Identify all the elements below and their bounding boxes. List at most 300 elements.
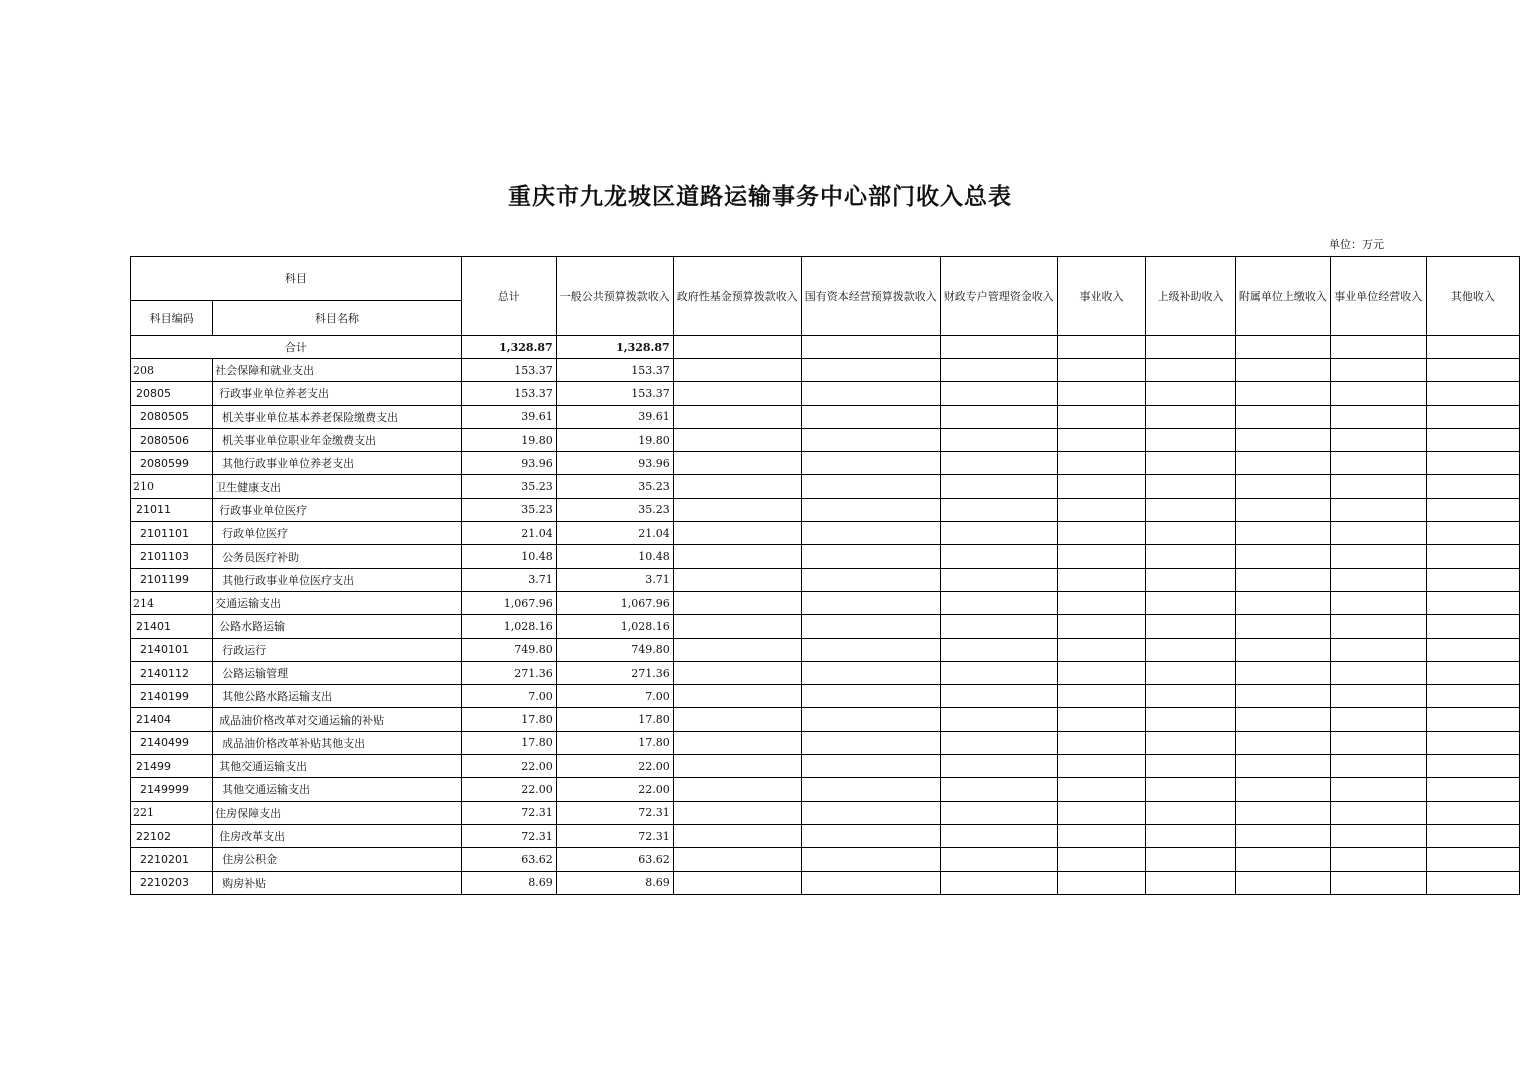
empty-cell <box>1057 591 1146 614</box>
table-row <box>131 708 1520 731</box>
empty-cell <box>940 545 1057 568</box>
empty-cell <box>801 475 940 498</box>
empty-cell <box>1235 591 1330 614</box>
empty-cell <box>1330 591 1426 614</box>
empty-cell <box>1330 568 1426 591</box>
row-code: 2080506 <box>131 428 213 451</box>
empty-cell <box>1057 475 1146 498</box>
table-row <box>131 778 1520 801</box>
empty-cell <box>801 871 940 894</box>
row-general-budget: 7.00 <box>556 685 673 708</box>
empty-cell <box>1057 801 1146 824</box>
empty-cell <box>1426 824 1519 847</box>
empty-cell <box>1426 638 1519 661</box>
empty-cell <box>1057 568 1146 591</box>
row-total: 63.62 <box>461 848 556 871</box>
row-general-budget: 153.37 <box>556 382 673 405</box>
total-row <box>131 336 1520 359</box>
row-general-budget: 8.69 <box>556 871 673 894</box>
row-code: 2080599 <box>131 452 213 475</box>
empty-cell <box>940 638 1057 661</box>
row-total: 153.37 <box>461 359 556 382</box>
empty-cell <box>1057 405 1146 428</box>
table-row <box>131 638 1520 661</box>
row-general-budget: 749.80 <box>556 638 673 661</box>
empty-cell <box>940 475 1057 498</box>
empty-cell <box>801 638 940 661</box>
empty-cell <box>1146 452 1236 475</box>
empty-cell <box>1330 405 1426 428</box>
row-code: 2210203 <box>131 871 213 894</box>
table-row <box>131 824 1520 847</box>
empty-cell <box>940 755 1057 778</box>
row-total: 153.37 <box>461 382 556 405</box>
header-name: 科目名称 <box>213 301 462 336</box>
empty-cell <box>801 405 940 428</box>
empty-cell <box>673 359 801 382</box>
empty-cell <box>1235 731 1330 754</box>
row-general-budget: 10.48 <box>556 545 673 568</box>
empty-cell <box>1146 545 1236 568</box>
empty-cell <box>1235 498 1330 521</box>
row-total: 21.04 <box>461 522 556 545</box>
row-general-budget: 63.62 <box>556 848 673 871</box>
row-code: 208 <box>131 359 213 382</box>
empty-cell <box>1235 871 1330 894</box>
row-total: 17.80 <box>461 708 556 731</box>
row-code: 2101101 <box>131 522 213 545</box>
header-other-income: 其他收入 <box>1426 257 1519 336</box>
table-row <box>131 871 1520 894</box>
table-row <box>131 591 1520 614</box>
total-sum: 1,328.87 <box>461 336 556 359</box>
empty-cell <box>1426 685 1519 708</box>
row-general-budget: 72.31 <box>556 801 673 824</box>
row-total: 35.23 <box>461 475 556 498</box>
header-group: 科目 <box>131 257 462 301</box>
empty-cell <box>801 755 940 778</box>
row-code: 2149999 <box>131 778 213 801</box>
empty-cell <box>1235 428 1330 451</box>
empty-cell <box>801 824 940 847</box>
empty-cell <box>1235 661 1330 684</box>
table-row <box>131 545 1520 568</box>
empty-cell <box>1146 848 1236 871</box>
empty-cell <box>940 405 1057 428</box>
empty-cell <box>1146 638 1236 661</box>
empty-cell <box>1146 778 1236 801</box>
empty-cell <box>1426 545 1519 568</box>
row-name: 其他交通运输支出 <box>213 755 462 778</box>
row-general-budget: 3.71 <box>556 568 673 591</box>
row-code: 21011 <box>131 498 213 521</box>
empty-cell <box>673 848 801 871</box>
empty-cell <box>1235 359 1330 382</box>
row-total: 8.69 <box>461 871 556 894</box>
empty-cell <box>1426 708 1519 731</box>
row-code: 2140101 <box>131 638 213 661</box>
empty-cell <box>1330 359 1426 382</box>
row-name: 行政事业单位医疗 <box>213 498 462 521</box>
empty-cell <box>1057 824 1146 847</box>
row-code: 210 <box>131 475 213 498</box>
empty-cell <box>1057 615 1146 638</box>
total-general-budget: 1,328.87 <box>556 336 673 359</box>
empty-cell <box>1057 452 1146 475</box>
table-row <box>131 359 1520 382</box>
row-total: 72.31 <box>461 801 556 824</box>
header-general-budget: 一般公共预算拨款收入 <box>556 257 673 336</box>
row-code: 2140112 <box>131 661 213 684</box>
empty-cell <box>673 382 801 405</box>
empty-cell <box>673 871 801 894</box>
empty-cell <box>673 428 801 451</box>
empty-cell <box>1330 522 1426 545</box>
empty-cell <box>1057 755 1146 778</box>
row-general-budget: 19.80 <box>556 428 673 451</box>
empty-cell <box>1057 522 1146 545</box>
row-total: 7.00 <box>461 685 556 708</box>
table-row <box>131 498 1520 521</box>
empty-cell <box>1057 638 1146 661</box>
empty-cell <box>673 405 801 428</box>
row-total: 72.31 <box>461 824 556 847</box>
empty-cell <box>801 522 940 545</box>
empty-cell <box>1426 452 1519 475</box>
empty-cell <box>1235 452 1330 475</box>
table-row <box>131 382 1520 405</box>
empty-cell <box>1235 638 1330 661</box>
row-total: 1,067.96 <box>461 591 556 614</box>
empty-cell <box>1235 382 1330 405</box>
empty-cell <box>940 428 1057 451</box>
empty-cell <box>801 568 940 591</box>
row-general-budget: 1,067.96 <box>556 591 673 614</box>
row-name: 机关事业单位职业年金缴费支出 <box>213 428 462 451</box>
empty-cell <box>1146 428 1236 451</box>
empty-cell <box>1146 382 1236 405</box>
table-row <box>131 801 1520 824</box>
row-name: 住房保障支出 <box>213 801 462 824</box>
empty-cell <box>940 824 1057 847</box>
empty-cell <box>673 452 801 475</box>
empty-cell <box>940 452 1057 475</box>
row-general-budget: 39.61 <box>556 405 673 428</box>
empty-cell <box>940 568 1057 591</box>
empty-cell <box>801 428 940 451</box>
empty-cell <box>801 708 940 731</box>
empty-cell <box>673 661 801 684</box>
header-superior-subsidy: 上级补助收入 <box>1146 257 1236 336</box>
empty-cell <box>1426 522 1519 545</box>
empty-cell <box>801 731 940 754</box>
header-total: 总计 <box>461 257 556 336</box>
row-code: 214 <box>131 591 213 614</box>
row-name: 卫生健康支出 <box>213 475 462 498</box>
row-general-budget: 21.04 <box>556 522 673 545</box>
row-name: 其他行政事业单位医疗支出 <box>213 568 462 591</box>
empty-cell <box>673 801 801 824</box>
empty-cell <box>1057 778 1146 801</box>
empty-cell <box>1146 568 1236 591</box>
empty-cell <box>1057 498 1146 521</box>
empty-cell <box>1426 475 1519 498</box>
empty-cell <box>673 731 801 754</box>
row-general-budget: 1,028.16 <box>556 615 673 638</box>
empty-cell <box>1330 498 1426 521</box>
table-row <box>131 522 1520 545</box>
row-name: 其他公路水路运输支出 <box>213 685 462 708</box>
row-code: 22102 <box>131 824 213 847</box>
empty-cell <box>801 452 940 475</box>
row-name: 成品油价格改革补贴其他支出 <box>213 731 462 754</box>
empty-cell <box>1146 661 1236 684</box>
row-general-budget: 22.00 <box>556 755 673 778</box>
row-code: 2080505 <box>131 405 213 428</box>
empty-cell <box>1235 475 1330 498</box>
empty-cell <box>1330 382 1426 405</box>
empty-cell <box>673 708 801 731</box>
empty-cell <box>673 522 801 545</box>
row-name: 机关事业单位基本养老保险缴费支出 <box>213 405 462 428</box>
empty-cell <box>940 359 1057 382</box>
row-total: 22.00 <box>461 778 556 801</box>
row-name: 住房公积金 <box>213 848 462 871</box>
empty-cell <box>673 638 801 661</box>
table-row <box>131 405 1520 428</box>
empty-cell <box>1146 359 1236 382</box>
empty-cell <box>1146 498 1236 521</box>
row-total: 93.96 <box>461 452 556 475</box>
row-code: 21404 <box>131 708 213 731</box>
empty-cell <box>940 522 1057 545</box>
row-general-budget: 35.23 <box>556 475 673 498</box>
empty-cell <box>1330 801 1426 824</box>
empty-cell <box>1057 382 1146 405</box>
row-name: 行政单位医疗 <box>213 522 462 545</box>
row-name: 公务员医疗补助 <box>213 545 462 568</box>
row-name: 住房改革支出 <box>213 824 462 847</box>
empty-cell <box>801 382 940 405</box>
empty-cell <box>1426 871 1519 894</box>
empty-cell <box>1426 731 1519 754</box>
empty-cell <box>1330 475 1426 498</box>
row-name: 交通运输支出 <box>213 591 462 614</box>
empty-cell <box>1426 755 1519 778</box>
unit-label: 单位：万元 <box>1329 238 1384 251</box>
row-name: 成品油价格改革对交通运输的补贴 <box>213 708 462 731</box>
empty-cell <box>673 545 801 568</box>
empty-cell <box>1146 591 1236 614</box>
empty-cell <box>1426 382 1519 405</box>
empty-cell <box>801 778 940 801</box>
row-general-budget: 35.23 <box>556 498 673 521</box>
empty-cell <box>1146 801 1236 824</box>
row-code: 2101103 <box>131 545 213 568</box>
row-code: 21499 <box>131 755 213 778</box>
empty-cell <box>801 801 940 824</box>
empty-cell <box>1426 498 1519 521</box>
empty-cell <box>673 685 801 708</box>
empty-cell <box>1426 848 1519 871</box>
empty-cell <box>1057 848 1146 871</box>
empty-cell <box>801 661 940 684</box>
empty-cell <box>1426 359 1519 382</box>
empty-cell <box>1057 428 1146 451</box>
empty-cell <box>940 498 1057 521</box>
table-row <box>131 685 1520 708</box>
empty-cell <box>1146 708 1236 731</box>
row-total: 271.36 <box>461 661 556 684</box>
empty-cell <box>940 848 1057 871</box>
row-code: 2210201 <box>131 848 213 871</box>
header-business-income: 事业收入 <box>1057 257 1146 336</box>
empty-cell <box>1057 708 1146 731</box>
empty-cell <box>1146 755 1236 778</box>
empty-cell <box>801 615 940 638</box>
row-total: 22.00 <box>461 755 556 778</box>
row-code: 21401 <box>131 615 213 638</box>
empty-cell <box>1057 685 1146 708</box>
empty-cell <box>1330 638 1426 661</box>
table-row <box>131 615 1520 638</box>
row-name: 其他交通运输支出 <box>213 778 462 801</box>
empty-cell <box>940 801 1057 824</box>
empty-cell <box>1330 428 1426 451</box>
empty-cell <box>1235 755 1330 778</box>
page-title: 重庆市九龙坡区道路运输事务中心部门收入总表 <box>508 183 1012 210</box>
empty-cell <box>1235 405 1330 428</box>
empty-cell <box>673 778 801 801</box>
empty-cell <box>1146 405 1236 428</box>
row-name: 其他行政事业单位养老支出 <box>213 452 462 475</box>
table-row <box>131 452 1520 475</box>
row-total: 3.71 <box>461 568 556 591</box>
empty-cell <box>1235 545 1330 568</box>
empty-cell <box>1330 824 1426 847</box>
table-row <box>131 568 1520 591</box>
total-label: 合计 <box>131 336 462 359</box>
empty-cell <box>1146 685 1236 708</box>
empty-cell <box>940 708 1057 731</box>
empty-cell <box>1330 685 1426 708</box>
empty-cell <box>1235 522 1330 545</box>
empty-cell <box>1330 708 1426 731</box>
empty-cell <box>1235 708 1330 731</box>
empty-cell <box>673 475 801 498</box>
empty-cell <box>801 545 940 568</box>
empty-cell <box>673 568 801 591</box>
empty-cell <box>1235 848 1330 871</box>
row-general-budget: 17.80 <box>556 731 673 754</box>
header-gov-fund: 政府性基金预算拨款收入 <box>673 257 801 336</box>
empty-cell <box>1235 778 1330 801</box>
header-special-account: 财政专户管理资金收入 <box>940 257 1057 336</box>
empty-cell <box>673 591 801 614</box>
row-name: 公路水路运输 <box>213 615 462 638</box>
empty-cell <box>1146 824 1236 847</box>
empty-cell <box>1330 731 1426 754</box>
empty-cell <box>940 661 1057 684</box>
empty-cell <box>1330 778 1426 801</box>
table-row <box>131 428 1520 451</box>
empty-cell <box>801 359 940 382</box>
empty-cell <box>801 685 940 708</box>
empty-cell <box>1426 801 1519 824</box>
empty-cell <box>673 824 801 847</box>
empty-cell <box>940 731 1057 754</box>
row-general-budget: 72.31 <box>556 824 673 847</box>
row-name: 公路运输管理 <box>213 661 462 684</box>
row-name: 行政运行 <box>213 638 462 661</box>
row-total: 749.80 <box>461 638 556 661</box>
empty-cell <box>1426 661 1519 684</box>
row-general-budget: 153.37 <box>556 359 673 382</box>
empty-cell <box>1235 824 1330 847</box>
row-general-budget: 93.96 <box>556 452 673 475</box>
empty-cell <box>673 498 801 521</box>
row-name: 行政事业单位养老支出 <box>213 382 462 405</box>
empty-cell <box>673 615 801 638</box>
header-affiliate-income: 附属单位上缴收入 <box>1235 257 1330 336</box>
empty-cell <box>1235 801 1330 824</box>
empty-cell <box>940 591 1057 614</box>
empty-cell <box>1057 871 1146 894</box>
empty-cell <box>940 615 1057 638</box>
row-name: 购房补贴 <box>213 871 462 894</box>
empty-cell <box>801 591 940 614</box>
row-general-budget: 17.80 <box>556 708 673 731</box>
empty-cell <box>1330 661 1426 684</box>
empty-cell <box>1235 615 1330 638</box>
empty-cell <box>940 778 1057 801</box>
revenue-table <box>130 256 1520 895</box>
empty-cell <box>1057 731 1146 754</box>
empty-cell <box>1330 755 1426 778</box>
row-code: 221 <box>131 801 213 824</box>
empty-cell <box>1146 615 1236 638</box>
row-total: 19.80 <box>461 428 556 451</box>
table-row <box>131 731 1520 754</box>
empty-cell <box>673 755 801 778</box>
header-code: 科目编码 <box>131 301 213 336</box>
empty-cell <box>1146 871 1236 894</box>
empty-cell <box>940 871 1057 894</box>
empty-cell <box>1057 661 1146 684</box>
row-total: 17.80 <box>461 731 556 754</box>
empty-cell <box>1057 545 1146 568</box>
row-name: 社会保障和就业支出 <box>213 359 462 382</box>
header-operating-income: 事业单位经营收入 <box>1330 257 1426 336</box>
row-code: 20805 <box>131 382 213 405</box>
table-row <box>131 661 1520 684</box>
row-total: 1,028.16 <box>461 615 556 638</box>
empty-cell <box>940 382 1057 405</box>
empty-cell <box>1146 475 1236 498</box>
empty-cell <box>1330 848 1426 871</box>
empty-cell <box>1235 568 1330 591</box>
empty-cell <box>1426 568 1519 591</box>
table-row <box>131 848 1520 871</box>
empty-cell <box>1235 685 1330 708</box>
empty-cell <box>1146 731 1236 754</box>
empty-cell <box>1330 615 1426 638</box>
row-total: 10.48 <box>461 545 556 568</box>
row-general-budget: 22.00 <box>556 778 673 801</box>
header-state-capital: 国有资本经营预算拨款收入 <box>801 257 940 336</box>
empty-cell <box>1146 522 1236 545</box>
row-total: 35.23 <box>461 498 556 521</box>
